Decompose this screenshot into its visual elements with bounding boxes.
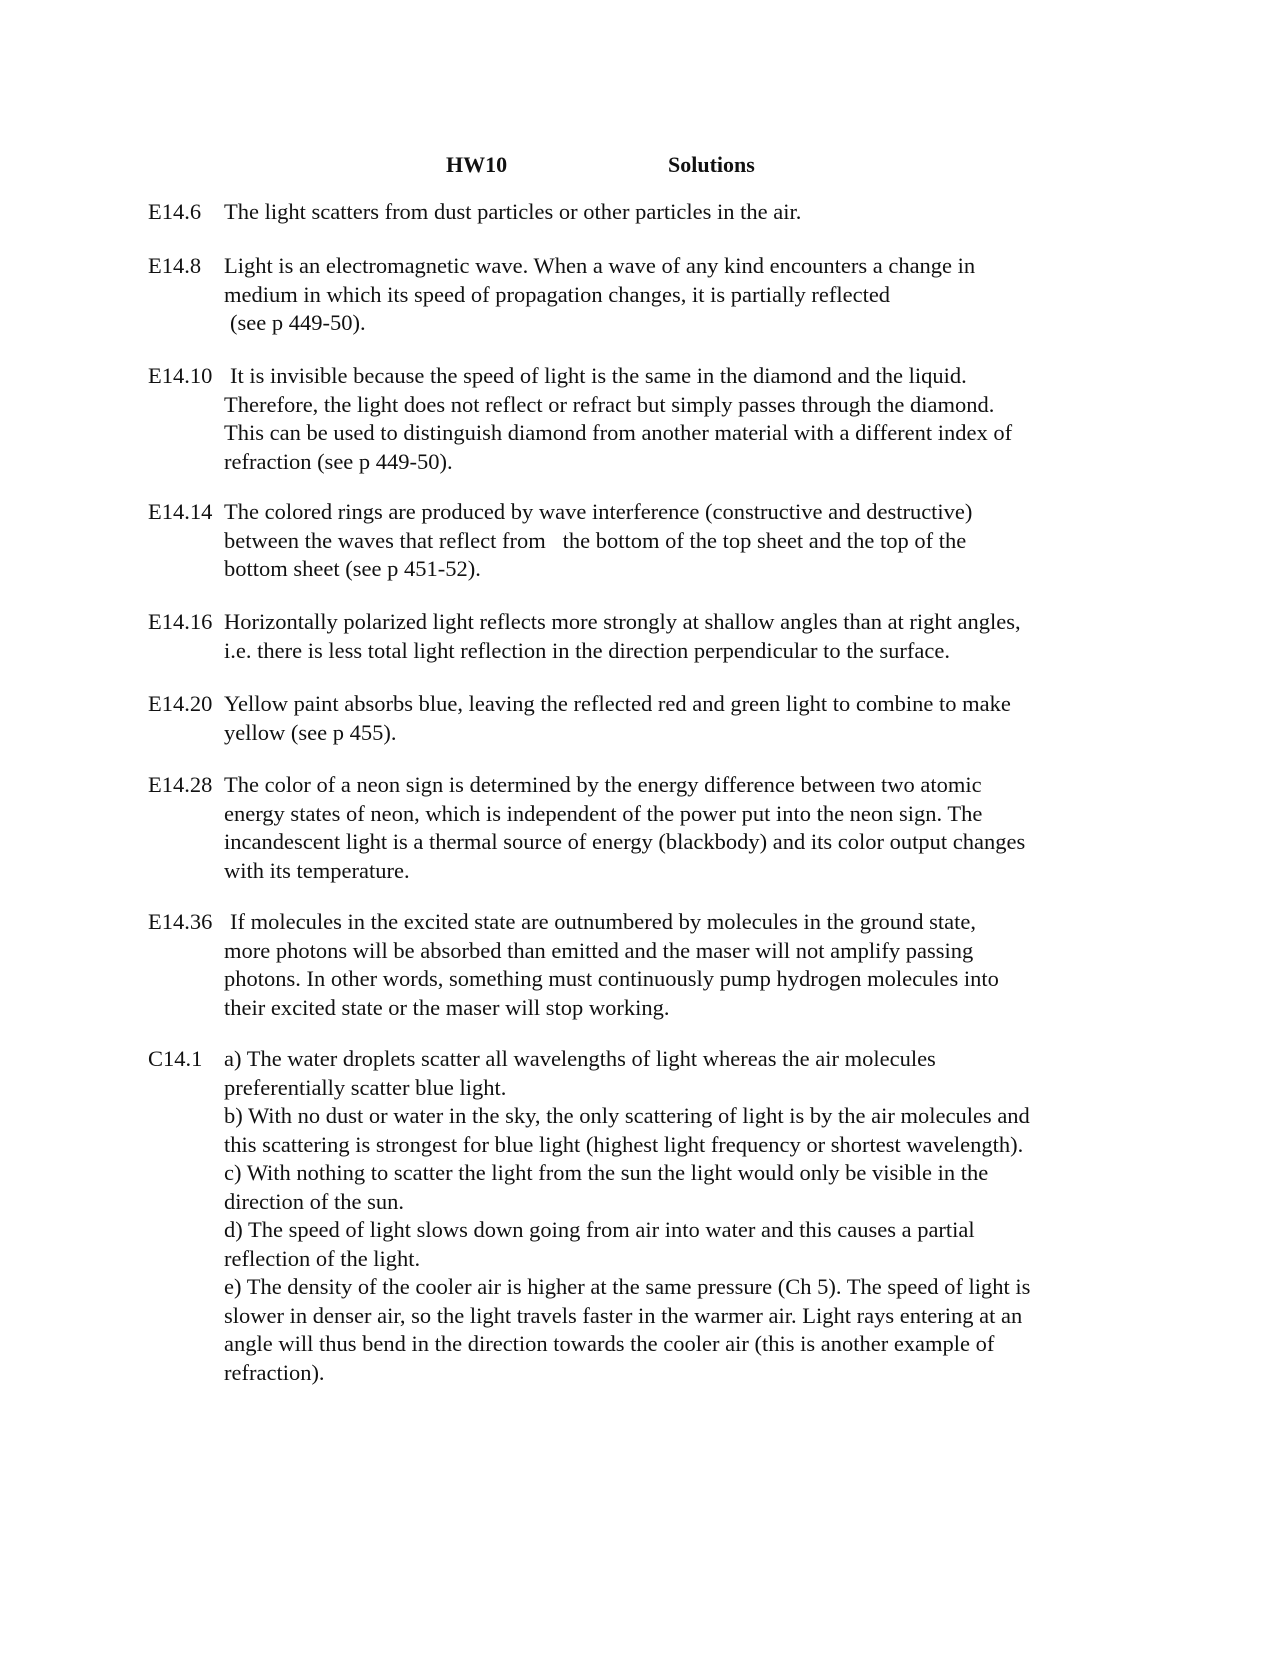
entry-line: more photons will be absorbed than emitted and the maser will not amplify passing (224, 937, 974, 963)
entry-label: E14.8 (148, 253, 202, 278)
entry-body (224, 1045, 1138, 1387)
entry-e14-10 (148, 362, 1138, 476)
entry-label: E14.36 (148, 909, 213, 934)
entry-line: slower in denser air, so the light travels faster in the warmer air. Light rays entering at an (224, 1302, 1023, 1328)
entry-line: The light scatters from dust particles or other particles in the air. (224, 199, 802, 224)
entry-e14-16 (148, 608, 1138, 665)
entry-line: incandescent light is a thermal source of energy (blackbody) and its color output changes (224, 829, 1026, 854)
entry-line: (see p 449-50). (230, 310, 366, 335)
entry-e14-20 (148, 690, 1138, 747)
entry-body (224, 198, 1138, 227)
entry-e14-8 (148, 252, 1138, 338)
entry-line: Therefore, the light does not reflect or refract but simply passes through the diamond. (224, 391, 995, 417)
entry-e14-6 (148, 198, 1138, 227)
entry-line: Light is an electromagnetic wave. When a wave of any kind encounters a change in (224, 253, 976, 278)
entry-line: The color of a neon sign is determined by the energy difference between two atomic (224, 772, 982, 797)
entry-c14-1 (148, 1045, 1138, 1387)
entry-line: medium in which its speed of propagation changes, it is partially reflected (224, 281, 891, 307)
entry-e14-28 (148, 771, 1138, 885)
entry-line: It is invisible because the speed of light is the same in the diamond and the liquid. (230, 363, 967, 388)
entry-label: E14.20 (148, 691, 213, 716)
entry-label: C14.1 (148, 1046, 203, 1071)
entry-line: c) With nothing to scatter the light from the sun the light would only be visible in the (224, 1160, 989, 1185)
entry-line: between the waves that reflect from the bottom of the top sheet and the top of the (224, 527, 967, 553)
entry-line: this scattering is strongest for blue light (highest light frequency or shortest wavelength). (224, 1131, 1024, 1157)
entry-line: angle will thus bend in the direction towards the cooler air (this is another example of (224, 1331, 995, 1356)
entry-line: This can be used to distinguish diamond from another material with a different index of (224, 420, 1013, 445)
title-assignment: HW10 (446, 152, 508, 177)
entry-line: energy states of neon, which is independent of the power put into the neon sign. The (224, 800, 983, 826)
entry-label: E14.28 (148, 772, 213, 797)
entry-body (224, 252, 1138, 338)
title-solutions: Solutions (668, 152, 755, 177)
entry-line: b) With no dust or water in the sky, the only scattering of light is by the air molecules and (224, 1103, 1030, 1128)
entry-line: reflection of the light. (224, 1245, 421, 1271)
entry-body (224, 771, 1138, 885)
entry-line: If molecules in the excited state are outnumbered by molecules in the ground state, (230, 909, 977, 934)
entry-label: E14.16 (148, 609, 213, 634)
entry-line: with its temperature. (224, 857, 410, 883)
entry-label: E14.10 (148, 363, 213, 388)
entry-line: preferentially scatter blue light. (224, 1074, 507, 1100)
entry-body (224, 362, 1138, 476)
entry-line: e) The density of the cooler air is higher at the same pressure (Ch 5). The speed of light is (224, 1274, 1031, 1299)
entry-line: Horizontally polarized light reflects more strongly at shallow angles than at right angles, (224, 609, 1021, 634)
entry-line: a) The water droplets scatter all wavelengths of light whereas the air molecules (224, 1046, 936, 1071)
entry-line: photons. In other words, something must continuously pump hydrogen molecules into (224, 966, 999, 991)
entry-line: d) The speed of light slows down going from air into water and this causes a partial (224, 1217, 975, 1242)
entry-e14-14 (148, 498, 1138, 584)
entry-e14-36 (148, 908, 1138, 1022)
entry-body (224, 498, 1138, 584)
entry-line: direction of the sun. (224, 1188, 404, 1214)
entry-line: bottom sheet (see p 451-52). (224, 556, 481, 581)
entry-line: refraction). (224, 1359, 325, 1385)
entry-line: i.e. there is less total light reflection in the direction perpendicular to the surface. (224, 637, 950, 663)
entry-line: refraction (see p 449-50). (224, 448, 453, 474)
entry-body (224, 908, 1138, 1022)
entry-line: yellow (see p 455). (224, 719, 397, 745)
entry-body (224, 690, 1138, 747)
document-title (0, 150, 1280, 180)
entry-line: their excited state or the maser will stop working. (224, 994, 670, 1020)
entry-body (224, 608, 1138, 665)
entry-line: Yellow paint absorbs blue, leaving the reflected red and green light to combine to make (224, 691, 1011, 716)
entry-line: The colored rings are produced by wave interference (constructive and destructive) (224, 499, 973, 524)
entry-label: E14.14 (148, 499, 213, 524)
entry-label: E14.6 (148, 199, 202, 224)
